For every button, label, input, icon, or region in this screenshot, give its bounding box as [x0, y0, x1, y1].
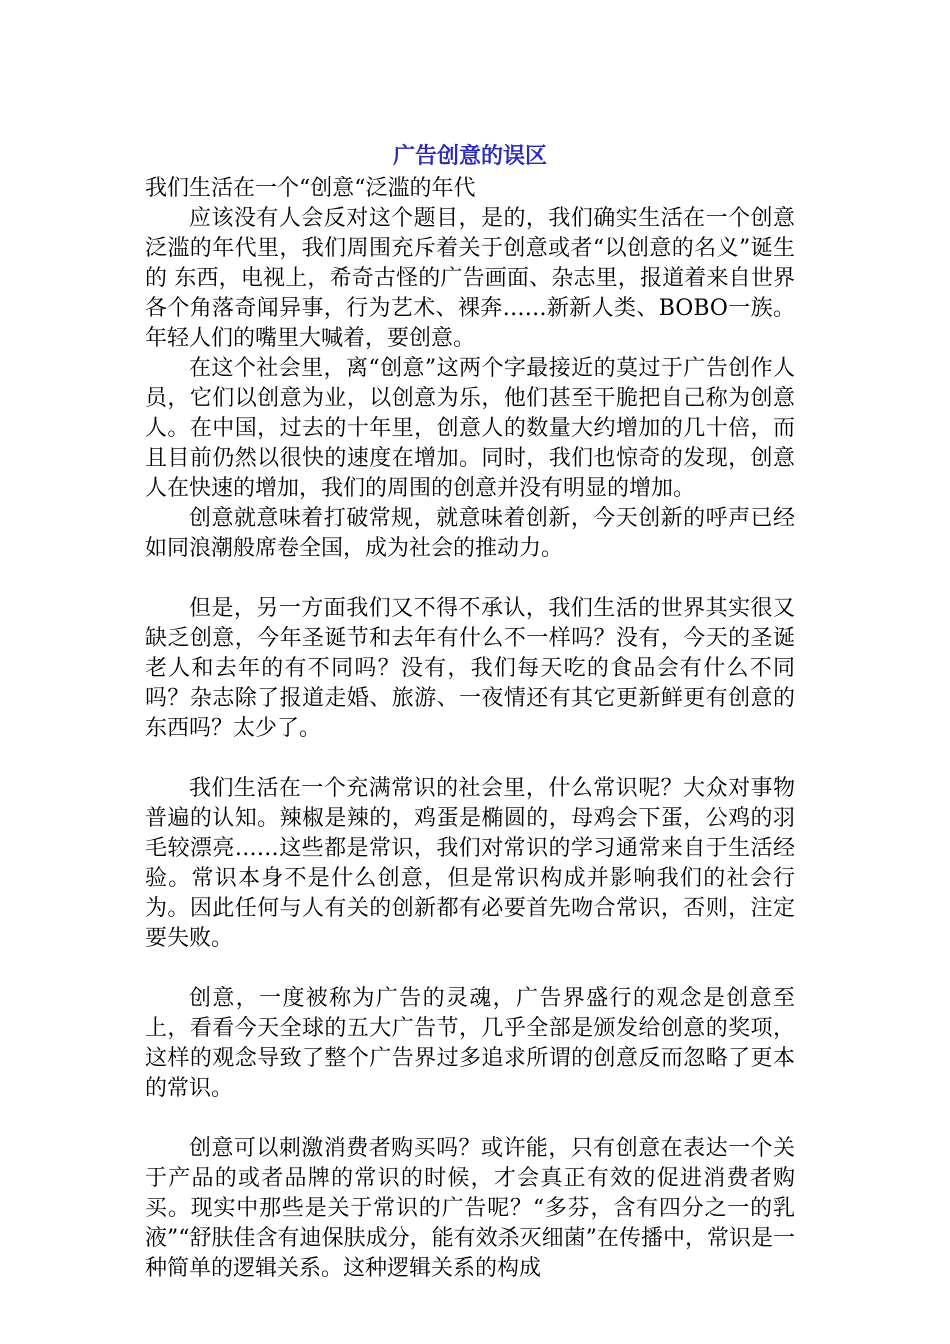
document-subtitle: 我们生活在一个“创意“泛滥的年代	[145, 176, 476, 201]
document-page	[145, 140, 795, 1284]
paragraph-3: 创意就意味着打破常规，就意味着创新，今天创新的呼声已经如同浪潮般席卷全国，成为社会的推动力。	[145, 506, 795, 561]
paragraph-7: 创意可以刺激消费者购买吗？或许能，只有创意在表达一个关于产品的或者品牌的常识的时候，才会真正有效的促进消费者购买。现实中那些是关于常识的广告呢？“多芬，含有四分之一的乳液”“舒肤佳含有迪保肤成分，能有效杀灭细菌”在传播中，常识是一种简单的逻辑关系。这种逻辑关系的构成	[145, 1136, 795, 1281]
paragraph-5: 我们生活在一个充满常识的社会里，什么常识呢？大众对事物普遍的认知。辣椒是辣的，鸡蛋是椭圆的，母鸡会下蛋，公鸡的羽毛较漂亮……这些都是常识，我们对常识的学习通常来自于生活经验。常识本身不是什么创意，但是常识构成并影响我们的社会行为。因此任何与人有关的创新都有必要首先吻合常识，否则，注定要失败。	[145, 776, 795, 951]
paragraph-2: 在这个社会里，离“创意”这两个字最接近的莫过于广告创作人员，它们以创意为业，以创意为乐，他们甚至干脆把自己称为创意人。在中国，过去的十年里，创意人的数量大约增加的几十倍，而且目前仍然以很快的速度在增加。同时，我们也惊奇的发现，创意人在快速的增加，我们的周围的创意并没有明显的增加。	[145, 356, 795, 501]
paragraph-4: 但是，另一方面我们又不得不承认，我们生活的世界其实很又缺乏创意，今年圣诞节和去年有什么不一样吗？没有，今天的圣诞老人和去年的有不同吗？没有，我们每天吃的食品会有什么不同吗？杂志除了报道走婚、旅游、一夜情还有其它更新鲜更有创意的东西吗？太少了。	[145, 596, 795, 741]
paragraph-1: 应该没有人会反对这个题目，是的，我们确实生活在一个创意泛滥的年代里，我们周围充斥着关于创意或者“以创意的名义”诞生的 东西，电视上，希奇古怪的广告画面、杂志里，报道着来自世界各个角落奇闻异事，行为艺术、裸奔……新新人类、BOBO一族。年轻人们的嘴里大喊着，要创意。	[145, 206, 795, 351]
document-title: 广告创意的误区	[392, 144, 547, 169]
paragraph-6: 创意，一度被称为广告的灵魂，广告界盛行的观念是创意至上，看看今天全球的五大广告节，几乎全部是颁发给创意的奖项，这样的观念导致了整个广告界过多追求所谓的创意反而忽略了更本的常识。	[145, 986, 795, 1101]
